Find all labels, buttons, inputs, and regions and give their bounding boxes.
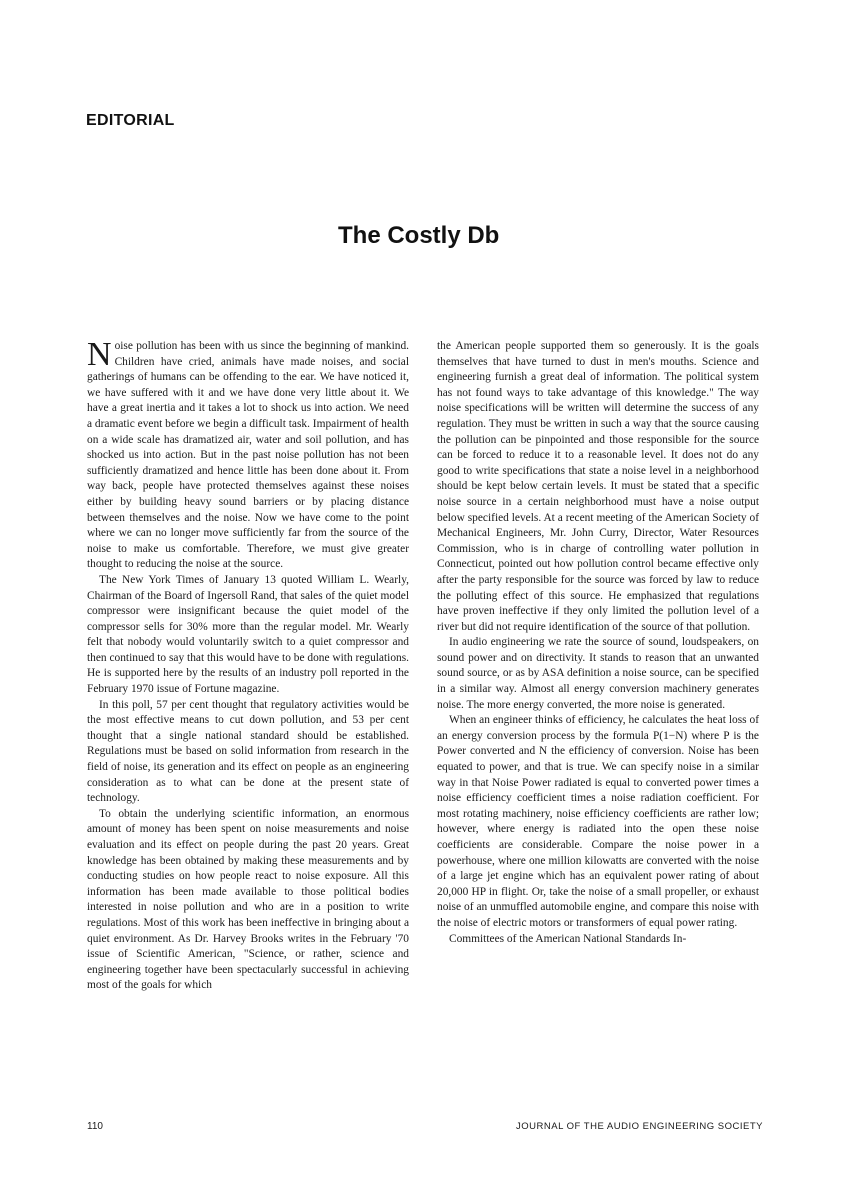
drop-cap: N [87, 336, 112, 373]
paragraph-1 [87, 336, 409, 573]
article-title: The Costly Db [338, 222, 500, 249]
paragraph-2: The New York Times of January 13 quoted William L. Wearly, Chairman of the Board of Ingersoll Rand, that sales of the quiet model compressor were insignificant because the quiet model of the compressor sells for 30% more than the regular model. Mr. Wearly felt that nobody would voluntarily switch to a quiet compressor and then continued to say that this would have to be done with regulations. He is supported here by the results of an industry poll reported in the February 1970 issue of Fortune magazine. [87, 573, 409, 696]
journal-name: JOURNAL OF THE AUDIO ENGINEERING SOCIETY [516, 1121, 763, 1132]
page-number: 110 [87, 1121, 103, 1132]
paragraph-3: In this poll, 57 per cent thought that regulatory activities would be the most effective means to cut down pollution, and 53 per cent thought that a single national standard should be established. Regulations must be based on solid information from research in the field of noise, its generation and its effect on people as an engineering consideration as to what can be done at the present state of technology. [87, 698, 409, 805]
section-label: EDITORIAL [86, 112, 175, 129]
left-column [87, 336, 409, 994]
paragraph-1-text: oise pollution has been with us since the beginning of mankind. Children have cried, animals have made noises, and social gatherings of humans can be offending to the ear. We have noticed it, we have suffered with it and we have done very little about it. We have a great inertia and it takes a lot to shock us into action. We need a dramatic event before we begin a difficult task. Impairment of health on a wide scale has dramatized air, water and soil pollution, and has shocked us into action. But in the past noise pollution has not been sufficiently dramatized and hence little has been done about it. From way back, people have protected themselves against these noises either by building heavy sound barriers or by placing distance between themselves and the noise. Now we have come to the point where we can no longer move sufficiently far from the source of the noise to make us comfortable. Therefore, we must give greater thought to reducing the noise at the source. [87, 340, 409, 571]
paragraph-7: When an engineer thinks of efficiency, he calculates the heat loss of an energy conversion process by the formula P(1−N) where P is the Power converted and N the efficiency of conversion. Noise has been equated to power, and that is true. We can specify noise in a similar way in that Noise Power radiated is equal to converted power times a noise efficiency coefficient times a noise radiation coefficient. For most rotating machinery, noise efficiency coefficients are rather low; however, where energy is radiated into the open these noise coefficients are considerable. Compare the noise power in a powerhouse, where one million kilowatts are converted with the noise of a large jet engine which has an equivalent power rating of about 20,000 HP in flight. Or, take the noise of a small propeller, or exhaust noise of an unmuffled automobile engine, and compare this noise with the noise of electric motors or transformers of equal power rating. [437, 714, 759, 929]
paragraph-4: To obtain the underlying scientific information, an enormous amount of money has been spent on noise measurements and noise evaluation and its effect on people during the past 20 years. Great knowledge has been obtained by making these measurements and by conducting studies on how people react to noise exposure. All this information has been made available to those political bodies interested in noise pollution and who are in a position to write regulations. Most of this work has been ineffective in bringing about a quiet environment. As Dr. Harvey Brooks writes in the February '70 issue of Scientific American, "Science, or rather, science and engineering together have been spectacularly successful in achieving most of the goals for which [87, 807, 409, 992]
paragraph-6: In audio engineering we rate the source of sound, loudspeakers, on sound power and on directivity. It stands to reason that an unwanted sound source, or as by ASA definition a noise source, can be specified in a similar way. Almost all energy conversion machinery generates noise. The more energy converted, the more noise is generated. [437, 636, 759, 711]
paragraph-8: Committees of the American National Standards In- [449, 932, 687, 945]
paragraph-5: the American people supported them so generously. It is the goals themselves that have turned to dust in men's mouths. Science and engineering furnish a great deal of information. The political system has not found ways to take advantage of this knowledge." The way noise specifications will be written will determine the success of any regulation. They must be written in such a way that the source causing the pollution can be pinpointed and those responsible for the source can be forced to reduce it to a reasonable level. It does not do any good to write specifications that state a noise level in a neighborhood should be kept below certain levels. It must be stated that a specific noise source in a certain neighborhood must have a noise output below specified levels. At a recent meeting of the American Society of Mechanical Engineers, Mr. John Curry, Director, Water Resources Commission, who is in charge of controlling water pollution in Connecticut, pointed out how pollution control became effective only after the party responsible for the source was forced by law to reduce the polluting effect of this source. He emphasized that regulations have proven ineffective if they only limited the pollution level of a river but did not require identification of the source of that pollution. [437, 340, 759, 633]
right-column [437, 339, 759, 947]
